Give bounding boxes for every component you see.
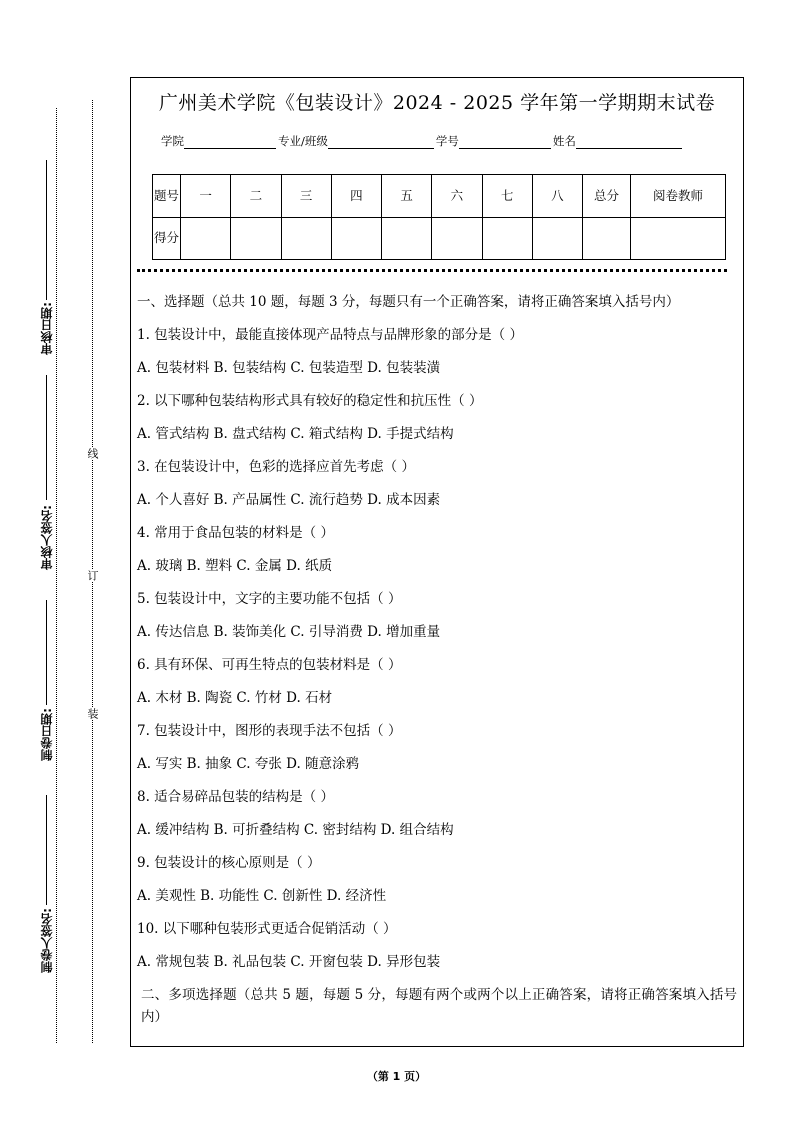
reviewer-sign-label: 审核人签名: xyxy=(40,505,54,570)
name-label: 姓名 xyxy=(552,134,576,148)
score-cell-6[interactable] xyxy=(432,217,482,260)
question-2-options: A. 管式结构 B. 盘式结构 C. 箱式结构 D. 手提式结构 xyxy=(137,426,454,442)
score-table-header-row xyxy=(153,175,726,218)
binding-dotted-line-outer xyxy=(56,108,57,1043)
col-5: 五 xyxy=(382,175,432,218)
col-7: 七 xyxy=(482,175,532,218)
score-cell-7[interactable] xyxy=(482,217,532,260)
score-cell-8[interactable] xyxy=(532,217,582,260)
header-separator xyxy=(137,269,727,272)
major-field[interactable] xyxy=(328,136,434,149)
reviewer-sign-blank xyxy=(46,375,47,500)
section2-heading: 二、多项选择题（总共 5 题，每题 5 分，每题有两个或两个以上正确答案，请将正确答案填入括号内） xyxy=(141,987,737,1025)
question-9-options: A. 美观性 B. 功能性 C. 创新性 D. 经济性 xyxy=(137,888,387,904)
question-10-options: A. 常规包装 B. 礼品包装 C. 开窗包装 D. 异形包装 xyxy=(137,954,441,970)
student-id-label: 学号 xyxy=(435,134,459,148)
student-info-row xyxy=(161,133,684,149)
col-4: 四 xyxy=(331,175,381,218)
col-3: 三 xyxy=(281,175,331,218)
question-7-options: A. 写实 B. 抽象 C. 夸张 D. 随意涂鸦 xyxy=(137,756,360,772)
score-label: 得分 xyxy=(153,217,181,260)
question-5-options: A. 传达信息 B. 装饰美化 C. 引导消费 D. 增加重量 xyxy=(137,624,441,640)
exam-frame xyxy=(130,77,744,1047)
page-number: （第 1 页） xyxy=(366,1070,427,1083)
question-3: 3. 在包装设计中，色彩的选择应首先考虑（ ） xyxy=(137,459,415,475)
score-cell-5[interactable] xyxy=(382,217,432,260)
score-table-score-row xyxy=(153,217,726,260)
maker-sign-blank xyxy=(46,795,47,905)
make-date-blank xyxy=(46,600,47,705)
question-6: 6. 具有环保、可再生特点的包装材料是（ ） xyxy=(137,657,402,673)
major-label: 专业/班级 xyxy=(278,134,328,148)
score-table xyxy=(152,174,726,260)
exam-title: 广州美术学院《包装设计》2024 - 2025 学年第一学期期末试卷 xyxy=(158,92,716,114)
col-grader: 阅卷教师 xyxy=(631,175,726,218)
question-9: 9. 包装设计的核心原则是（ ） xyxy=(137,855,321,871)
question-4-options: A. 玻璃 B. 塑料 C. 金属 D. 纸质 xyxy=(137,558,333,574)
score-cell-1[interactable] xyxy=(181,217,231,260)
question-1-options: A. 包装材料 B. 包装结构 C. 包装造型 D. 包装装潢 xyxy=(137,360,441,376)
student-id-field[interactable] xyxy=(459,136,551,149)
review-date-label: 审核日期: xyxy=(40,302,54,355)
question-1: 1. 包装设计中，最能直接体现产品特点与品牌形象的部分是（ ） xyxy=(137,327,523,343)
score-cell-2[interactable] xyxy=(231,217,281,260)
col-total: 总分 xyxy=(583,175,631,218)
question-5: 5. 包装设计中，文字的主要功能不包括（ ） xyxy=(137,591,402,607)
score-cell-3[interactable] xyxy=(281,217,331,260)
make-date-label: 制卷日期: xyxy=(40,708,54,761)
question-3-options: A. 个人喜好 B. 产品属性 C. 流行趋势 D. 成本因素 xyxy=(137,492,441,508)
score-cell-total[interactable] xyxy=(583,217,631,260)
question-7: 7. 包装设计中，图形的表现手法不包括（ ） xyxy=(137,723,402,739)
question-8-options: A. 缓冲结构 B. 可折叠结构 C. 密封结构 D. 组合结构 xyxy=(137,822,454,838)
review-date-blank xyxy=(46,160,47,300)
college-label: 学院 xyxy=(161,134,184,148)
col-8: 八 xyxy=(532,175,582,218)
question-4: 4. 常用于食品包装的材料是（ ） xyxy=(137,525,334,541)
col-1: 一 xyxy=(181,175,231,218)
name-field[interactable] xyxy=(576,136,682,149)
question-8: 8. 适合易碎品包装的结构是（ ） xyxy=(137,789,334,805)
question-2: 2. 以下哪种包装结构形式具有较好的稳定性和抗压性（ ） xyxy=(137,393,483,409)
question-6-options: A. 木材 B. 陶瓷 C. 竹材 D. 石材 xyxy=(137,690,333,706)
col-6: 六 xyxy=(432,175,482,218)
score-cell-grader[interactable] xyxy=(631,217,726,260)
score-cell-4[interactable] xyxy=(331,217,381,260)
exam-content xyxy=(137,291,737,1028)
maker-sign-label: 制卷人签名: xyxy=(40,908,54,973)
section1-heading: 一、选择题（总共 10 题，每题 3 分，每题只有一个正确答案，请将正确答案填入括号内） xyxy=(137,294,680,310)
bind-mark-order: 订 xyxy=(86,570,99,581)
bind-mark-fold: 装 xyxy=(86,708,99,719)
college-field[interactable] xyxy=(184,136,276,149)
bind-mark-line: 线 xyxy=(86,448,99,459)
question-no-label: 题号 xyxy=(153,175,181,218)
col-2: 二 xyxy=(231,175,281,218)
question-10: 10. 以下哪种包装形式更适合促销活动（ ） xyxy=(137,921,397,937)
